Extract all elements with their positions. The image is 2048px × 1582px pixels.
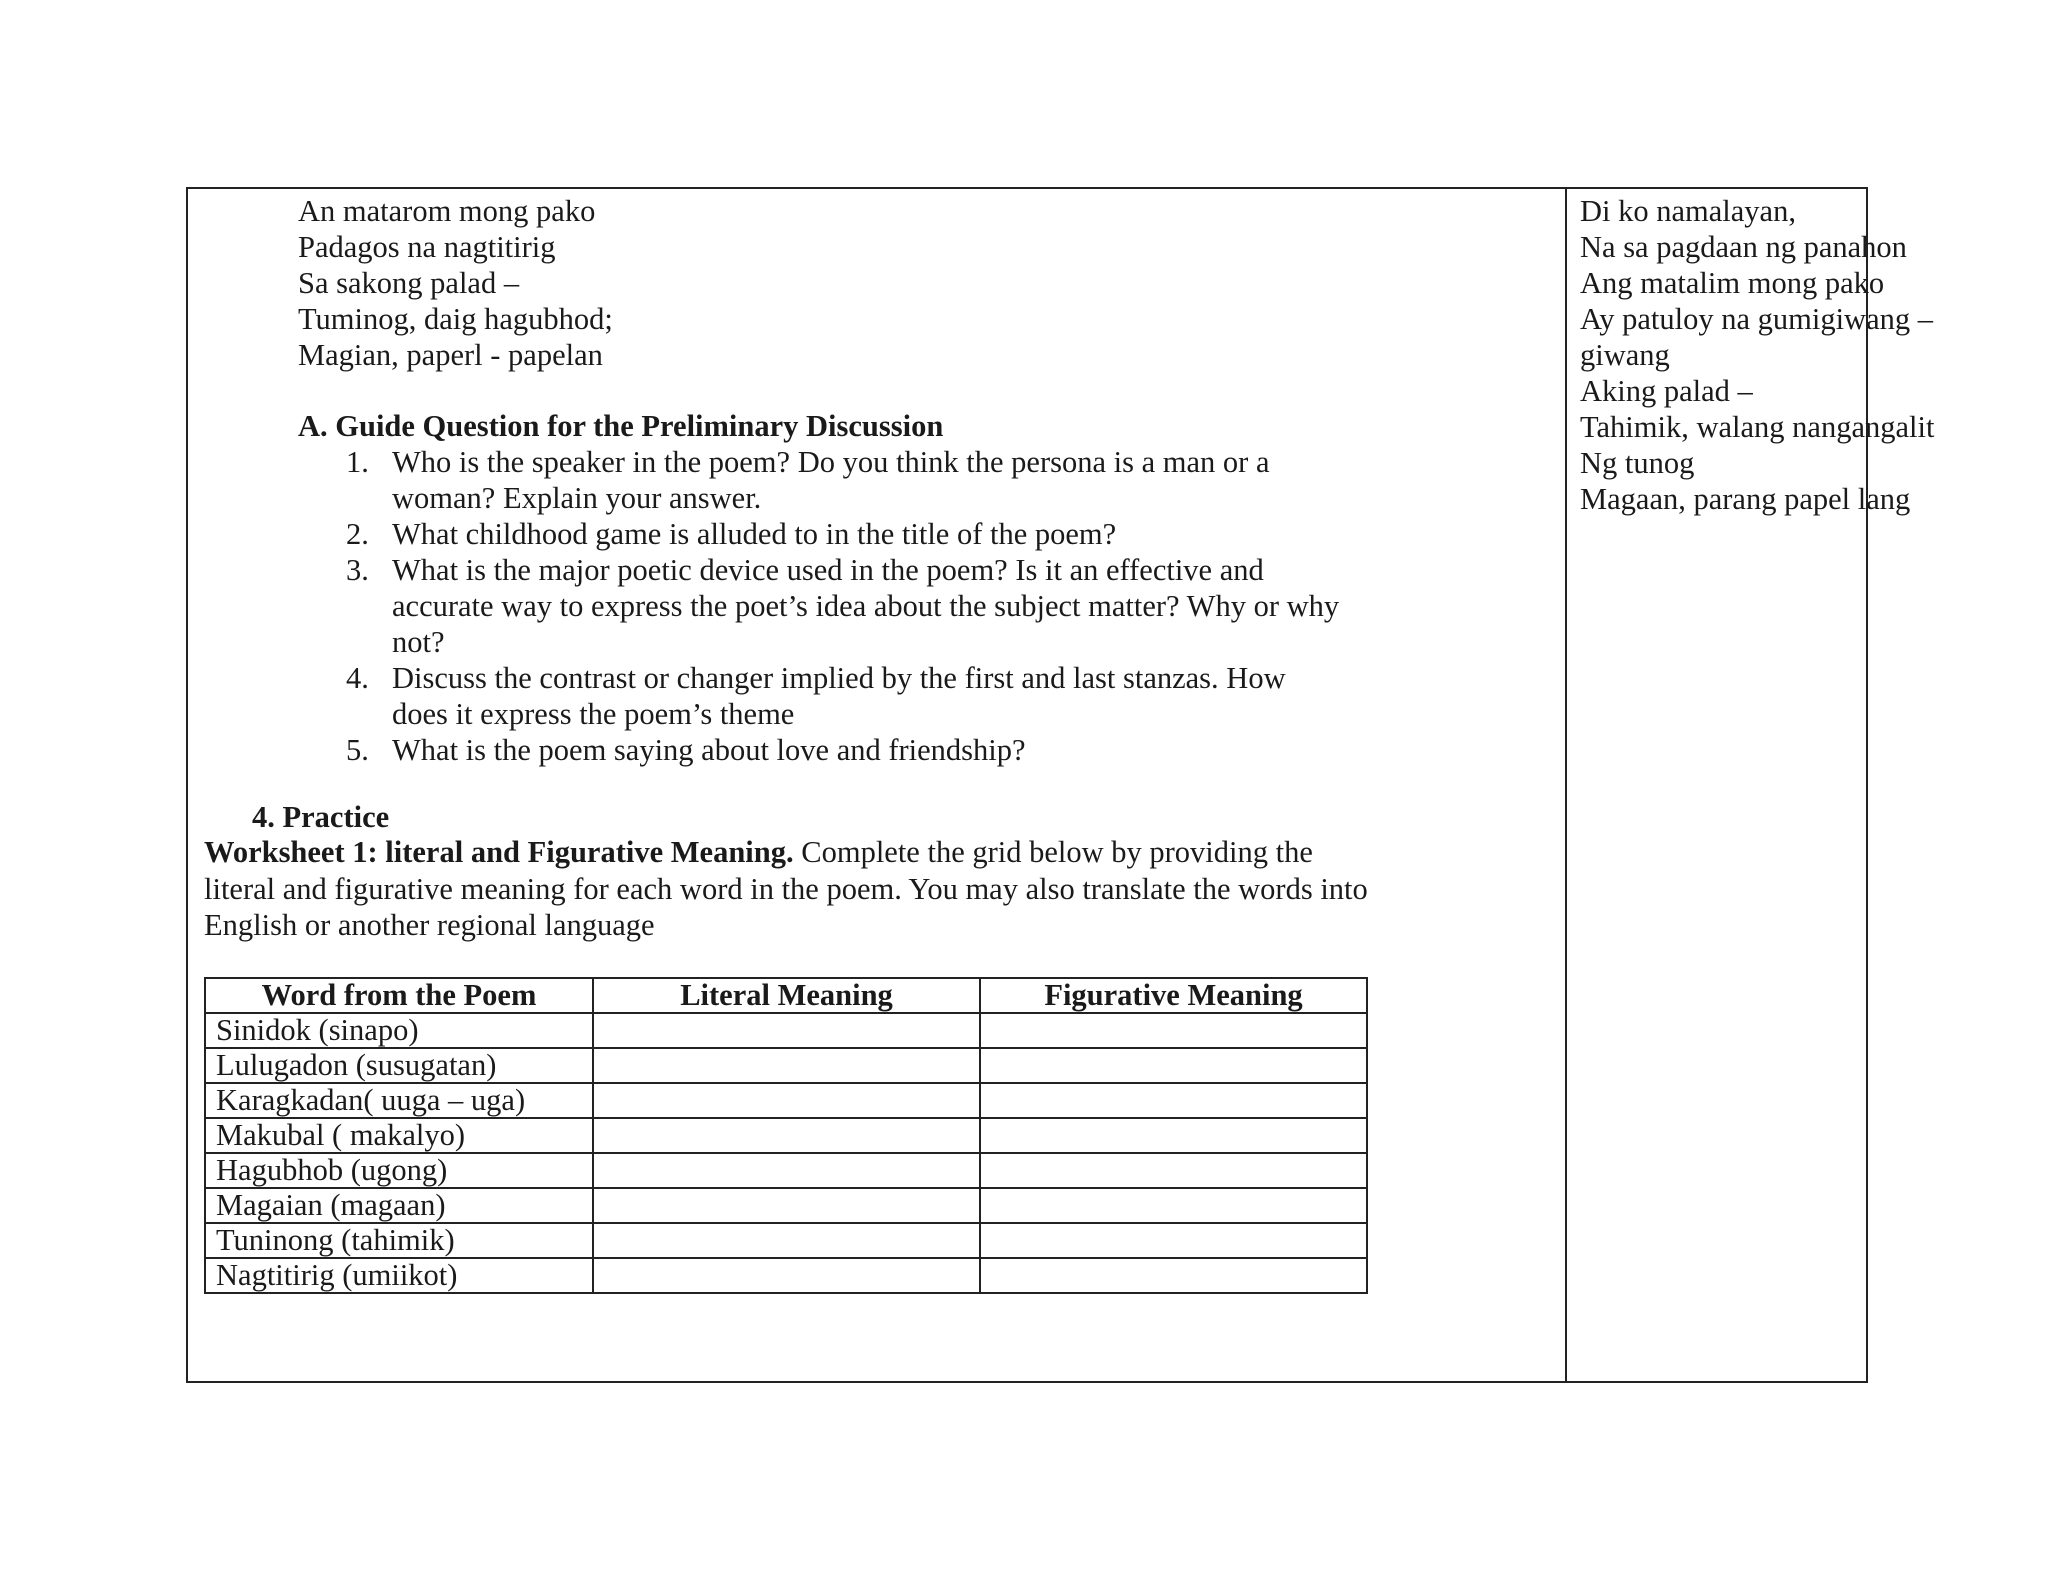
column-header-word: Word from the Poem — [205, 978, 593, 1013]
table-row — [205, 1188, 1367, 1223]
poem-translation-line: giwang — [1580, 338, 1670, 372]
question-text: does it express the poem’s theme — [392, 697, 795, 731]
question-text: What is the major poetic device used in the poem? Is it an effective and — [392, 553, 1264, 587]
poem-translation-line: Ng tunog — [1580, 446, 1695, 480]
question-number: 1. — [346, 445, 369, 479]
figurative-cell[interactable] — [980, 1118, 1367, 1153]
question-number: 4. — [346, 661, 369, 695]
question-text: not? — [392, 625, 445, 659]
word-cell: Nagtitirig (umiikot) — [205, 1258, 593, 1293]
worksheet-text: Complete the grid below by providing the literal and figurative meaning for each word in the poem. You may also translate the words into English or another regional language — [204, 835, 1368, 942]
meaning-table — [204, 977, 1368, 1294]
figurative-cell[interactable] — [980, 1013, 1367, 1048]
figurative-cell[interactable] — [980, 1153, 1367, 1188]
literal-cell[interactable] — [593, 1048, 980, 1083]
figurative-cell[interactable] — [980, 1083, 1367, 1118]
word-cell: Tuninong (tahimik) — [205, 1223, 593, 1258]
table-row — [205, 1258, 1367, 1293]
literal-cell[interactable] — [593, 1118, 980, 1153]
poem-line: An matarom mong pako — [298, 194, 596, 228]
word-cell: Makubal ( makalyo) — [205, 1118, 593, 1153]
question-number: 2. — [346, 517, 369, 551]
poem-line: Sa sakong palad – — [298, 266, 520, 300]
poem-translation-line: Di ko namalayan, — [1580, 194, 1796, 228]
column-header-figurative: Figurative Meaning — [980, 978, 1367, 1013]
practice-heading: 4. Practice — [252, 800, 390, 834]
literal-cell[interactable] — [593, 1188, 980, 1223]
table-row — [205, 1013, 1367, 1048]
figurative-cell[interactable] — [980, 1223, 1367, 1258]
poem-translation-line: Tahimik, walang nangangalit — [1580, 410, 1935, 444]
word-cell: Sinidok (sinapo) — [205, 1013, 593, 1048]
worksheet-instructions — [204, 834, 1380, 944]
question-text: accurate way to express the poet’s idea about the subject matter? Why or why — [392, 589, 1340, 623]
poem-translation-line: Ay patuloy na gumigiwang – — [1580, 302, 1933, 336]
table-row — [205, 1118, 1367, 1153]
literal-cell[interactable] — [593, 1083, 980, 1118]
question-text: What childhood game is alluded to in the title of the poem? — [392, 517, 1117, 551]
literal-cell[interactable] — [593, 1258, 980, 1293]
question-text: Discuss the contrast or changer implied by the first and last stanzas. How — [392, 661, 1286, 695]
poem-line: Padagos na nagtitirig — [298, 230, 556, 264]
question-text: Who is the speaker in the poem? Do you think the persona is a man or a — [392, 445, 1270, 479]
table-row — [205, 1048, 1367, 1083]
figurative-cell[interactable] — [980, 1258, 1367, 1293]
table-row — [205, 1153, 1367, 1188]
poem-line: Tuminog, daig hagubhod; — [298, 302, 613, 336]
literal-cell[interactable] — [593, 1223, 980, 1258]
question-number: 5. — [346, 733, 369, 767]
word-cell: Magaian (magaan) — [205, 1188, 593, 1223]
poem-translation-line: Ang matalim mong pako — [1580, 266, 1885, 300]
question-number: 3. — [346, 553, 369, 587]
literal-cell[interactable] — [593, 1013, 980, 1048]
question-text: What is the poem saying about love and friendship? — [392, 733, 1026, 767]
table-row — [205, 1223, 1367, 1258]
lesson-plan-frame — [186, 187, 1935, 1383]
poem-translation-line: Aking palad – — [1580, 374, 1753, 408]
figurative-cell[interactable] — [980, 1188, 1367, 1223]
table-header-row — [205, 978, 1367, 1013]
word-cell: Karagkadan( uuga – uga) — [205, 1083, 593, 1118]
poem-translation-line: Na sa pagdaan ng panahon — [1580, 230, 1907, 264]
poem-line: Magian, paperl - papelan — [298, 338, 603, 372]
word-cell: Hagubhob (ugong) — [205, 1153, 593, 1188]
worksheet-title: Worksheet 1: literal and Figurative Meaning. — [204, 835, 794, 869]
column-header-literal: Literal Meaning — [593, 978, 980, 1013]
table-row — [205, 1083, 1367, 1118]
question-text: woman? Explain your answer. — [392, 481, 762, 515]
word-cell: Lulugadon (susugatan) — [205, 1048, 593, 1083]
poem-translation-line: Magaan, parang papel lang — [1580, 482, 1911, 516]
figurative-cell[interactable] — [980, 1048, 1367, 1083]
column-divider — [1565, 189, 1567, 1381]
guide-question-heading: A. Guide Question for the Preliminary Discussion — [298, 409, 944, 443]
literal-cell[interactable] — [593, 1153, 980, 1188]
